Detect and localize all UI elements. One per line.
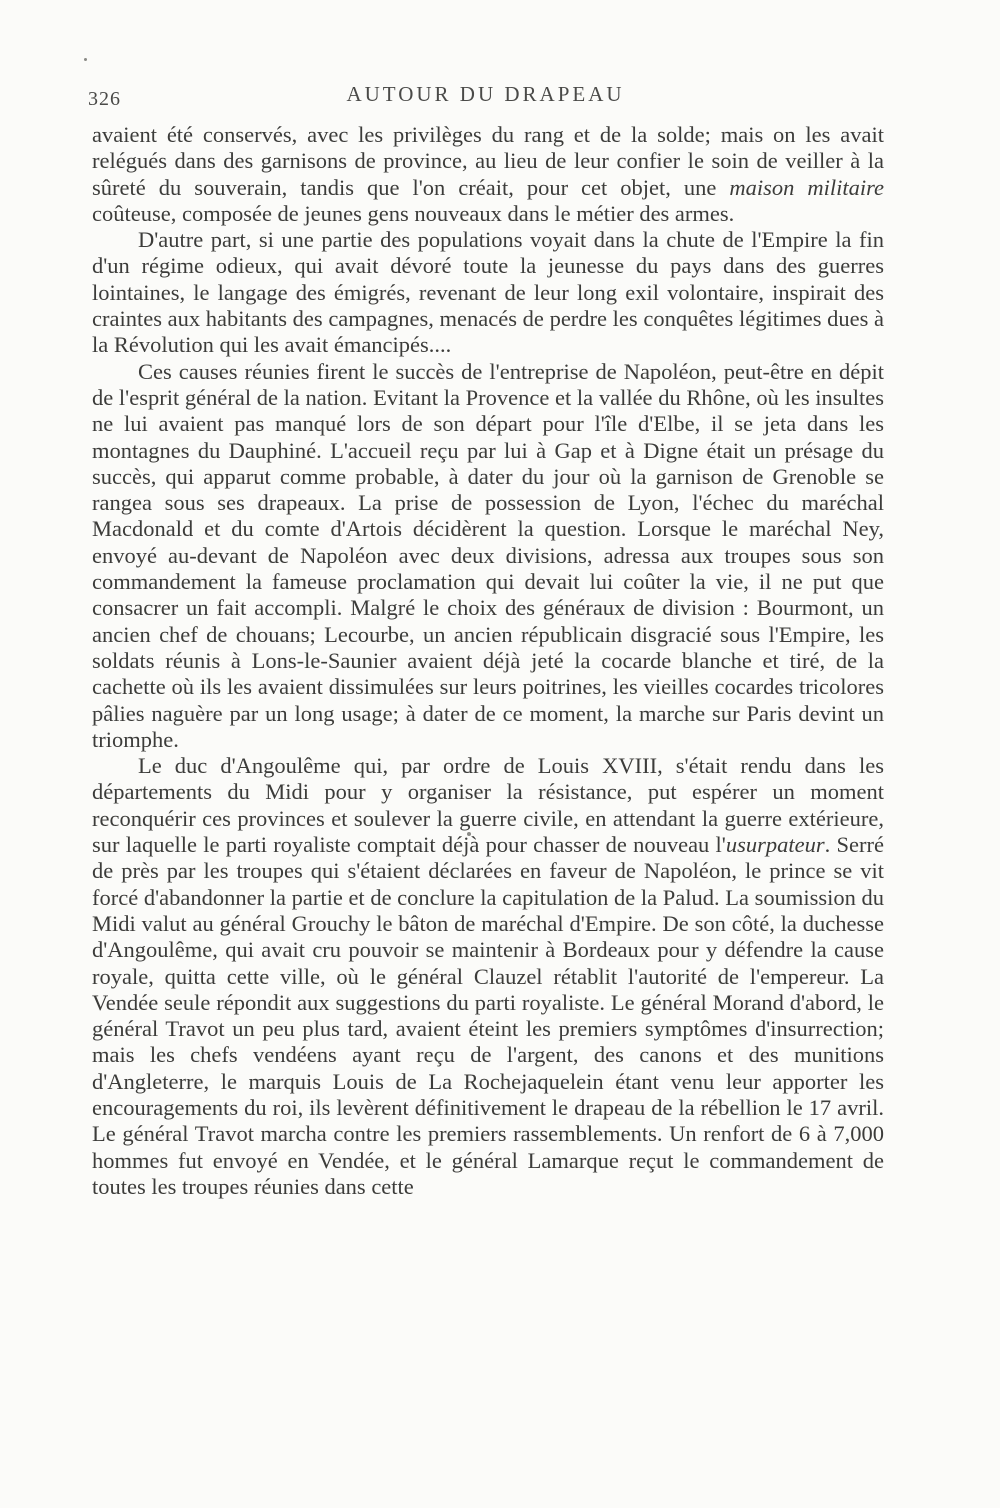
page-number: 326 xyxy=(88,88,121,110)
paragraph xyxy=(92,122,884,227)
paragraph-text: D'autre part, si une partie des populations voyait dans la chute de l'Empire la fin d'un régime odieux, qui avait dévoré toute la jeunesse du pays dans des guerres lointaines, le langage des émigrés, revenant de leur long exil volontaire, inspirait des craintes aux habitants des campagnes, menacés de perdre les conquêtes légitimes dues à la Révolution qui les avait émancipés.... xyxy=(92,227,884,358)
body-text xyxy=(92,122,884,1200)
paragraph xyxy=(92,359,884,753)
paragraph-text: . Serré de près par les troupes qui s'étaient déclarées en faveur de Napoléon, le prince se vit forcé d'abandonner la partie et de conclure la capitulation de la Palud. La soumission du Midi valut au général Grouchy le bâton de maréchal d'Empire. De son côté, la duchesse d'Angoulême, qui avait cru pouvoir se maintenir à Bordeaux pour y défendre la cause royale, quitta cette ville, où le général Clauzel rétablit l'autorité de l'empereur. La Vendée seule répondit aux suggestions du parti royaliste. Le général Morand d'abord, le général Travot un peu plus tard, avaient éteint les premiers symptômes d'insurrection; mais les chefs vendéens ayant reçu de l'argent, des canons et des munitions d'Angleterre, le marquis Louis de La Rochejaquelein étant venu leur apporter les encouragements du roi, ils levèrent définitivement le drapeau de la rébellion le 17 avril. Le général Travot marcha contre les premiers rassemblements. Un renfort de 6 à 7,000 hommes fut envoyé en Vendée, et le général Lamarque reçut le commandement de toutes les troupes réunies dans cette xyxy=(92,832,884,1199)
paragraph-text: Ces causes réunies firent le succès de l'entreprise de Napoléon, peut-être en dépit de l'esprit général de la nation. Evitant la Provence et la vallée du Rhône, où les insultes ne lui avaient pas manqué lors de son départ pour l'île d'Elbe, il se jeta dans les montagnes du Dauphiné. L'accueil reçu par lui à Gap et à Digne était un présage du succès, qui apparut comme probable, à dater du jour où la garnison de Grenoble se rangea sous ses drapeaux. La prise de possession de Lyon, l'échec du maréchal Macdonald et du comte d'Artois décidèrent la question. Lorsque le maréchal Ney, envoyé au-devant de Napoléon avec deux divisions, adressa aux troupes sous son commandement la fameuse proclamation qui devait lui coûter la vie, il ne put que consacrer un fait accompli. Malgré le choix des généraux de division : Bourmont, un ancien chef de chouans; Lecourbe, un ancien républicain disgracié sous l'Empire, les soldats réunis à Lons-le-Saunier avaient déjà jeté la cocarde blanche et tiré, de la cachette où ils les avaient dissimulées sur leurs poitrines, les vieilles cocardes tricolores pâlies naguère par un long usage; à dater de ce moment, la marche sur Paris devint un triomphe. xyxy=(92,358,884,752)
paragraph xyxy=(92,753,884,1200)
italic-text: maison militaire xyxy=(729,174,884,200)
page-header xyxy=(88,82,883,112)
running-title: AUTOUR DU DRAPEAU xyxy=(346,82,625,106)
print-speck xyxy=(84,58,87,61)
paragraph xyxy=(92,227,884,358)
italic-text: usurpateur xyxy=(725,832,825,858)
paragraph-text: Le duc d'Angoulême qui, par ordre de Louis XVIII, s'était rendu dans les départements du Midi pour y organiser la résistance, put espérer un moment reconquérir ces provinces et soulever la guerre civile, en attendant la guerre extérieure, sur laquelle le parti royaliste comptait déjà pour chasser de nouveau l' xyxy=(92,753,884,858)
paragraph-text: avaient été conservés, avec les privilèges du rang et de la solde; mais on les avait relégués dans des garnisons de province, au lieu de leur confier le soin de veiller à la sûreté du souverain, tandis que l'on créait, pour cet objet, une xyxy=(92,122,884,200)
paragraph-text: coûteuse, composée de jeunes gens nouveaux dans le métier des armes. xyxy=(92,200,735,226)
